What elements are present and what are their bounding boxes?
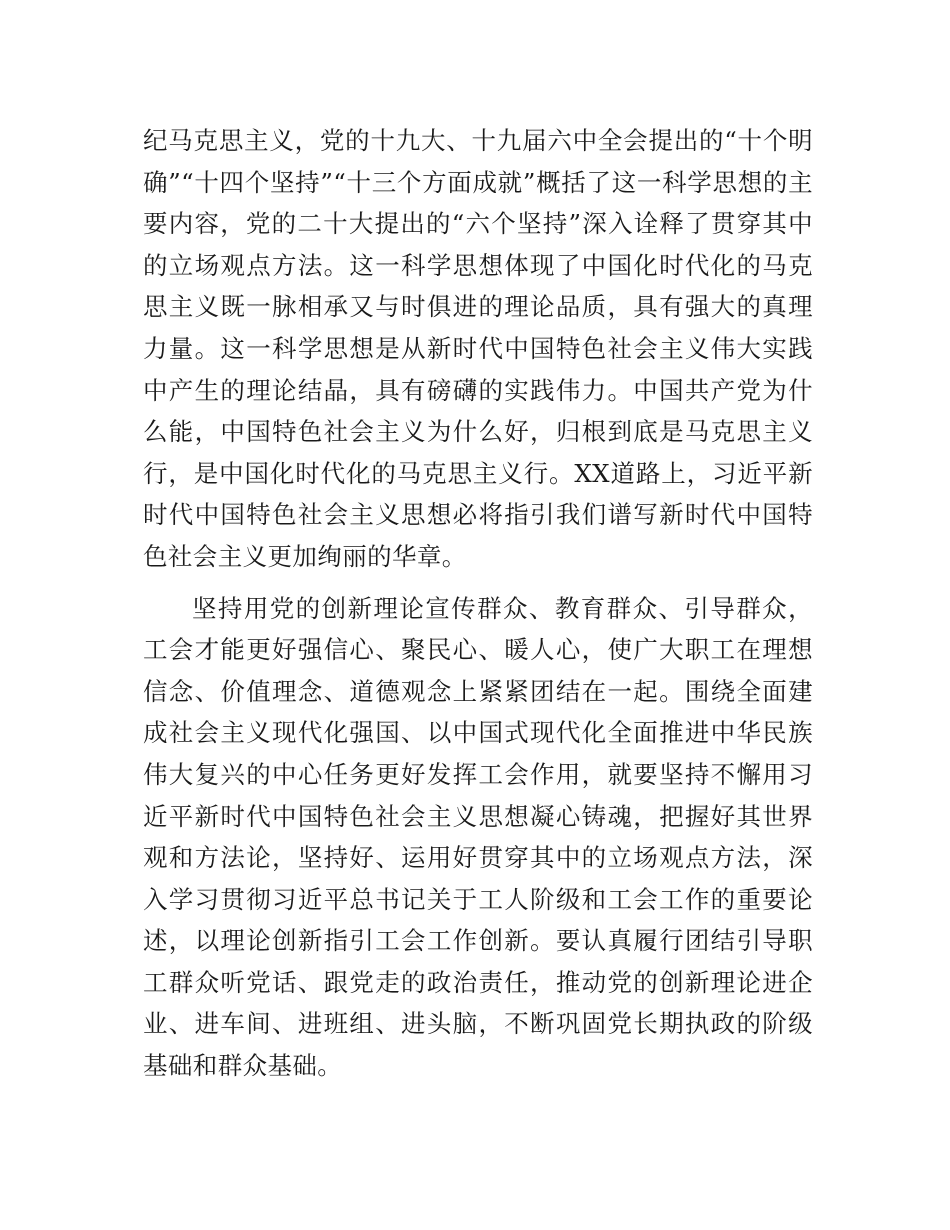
paragraph-union-work: 坚持用党的创新理论宣传群众、教育群众、引导群众，工会才能更好强信心、聚民心、暖人心，使广大职工在理想信念、价值理念、道德观念上紧紧团结在一起。围绕全面建成社会主义现代化强国、以中国式现代化全面推进中华民族伟大复兴的中心任务更好发挥工会作用，就要坚持不懈用习近平新时代中国特色社会主义思想凝心铸魂，把握好其世界观和方法论，坚持好、运用好贯穿其中的立场观点方法，深入学习贯彻习近平总书记关于工人阶级和工会工作的重要论述，以理论创新指引工会工作创新。要认真履行团结引导职工群众听党话、跟党走的政治责任，推动党的创新理论进企业、进车间、进班组、进头脑，不断巩固党长期执政的阶级基础和群众基础。 [143,593,813,1081]
document-body [143,120,813,1087]
paragraph-continuation: 纪马克思主义，党的十九大、十九届六中全会提出的“十个明确”“十四个坚持”“十三个方面成就”概括了这一科学思想的主要内容，党的二十大提出的“六个坚持”深入诠释了贯穿其中的立场观点方法。这一科学思想体现了中国化时代化的马克思主义既一脉相承又与时俱进的理论品质，具有强大的真理力量。这一科学思想是从新时代中国特色社会主义伟大实践中产生的理论结晶，具有磅礴的实践伟力。中国共产党为什么能，中国特色社会主义为什么好，归根到底是马克思主义行，是中国化时代化的马克思主义行。XX道路上，习近平新时代中国特色社会主义思想必将指引我们谱写新时代中国特色社会主义更加绚丽的华章。 [143,126,813,571]
